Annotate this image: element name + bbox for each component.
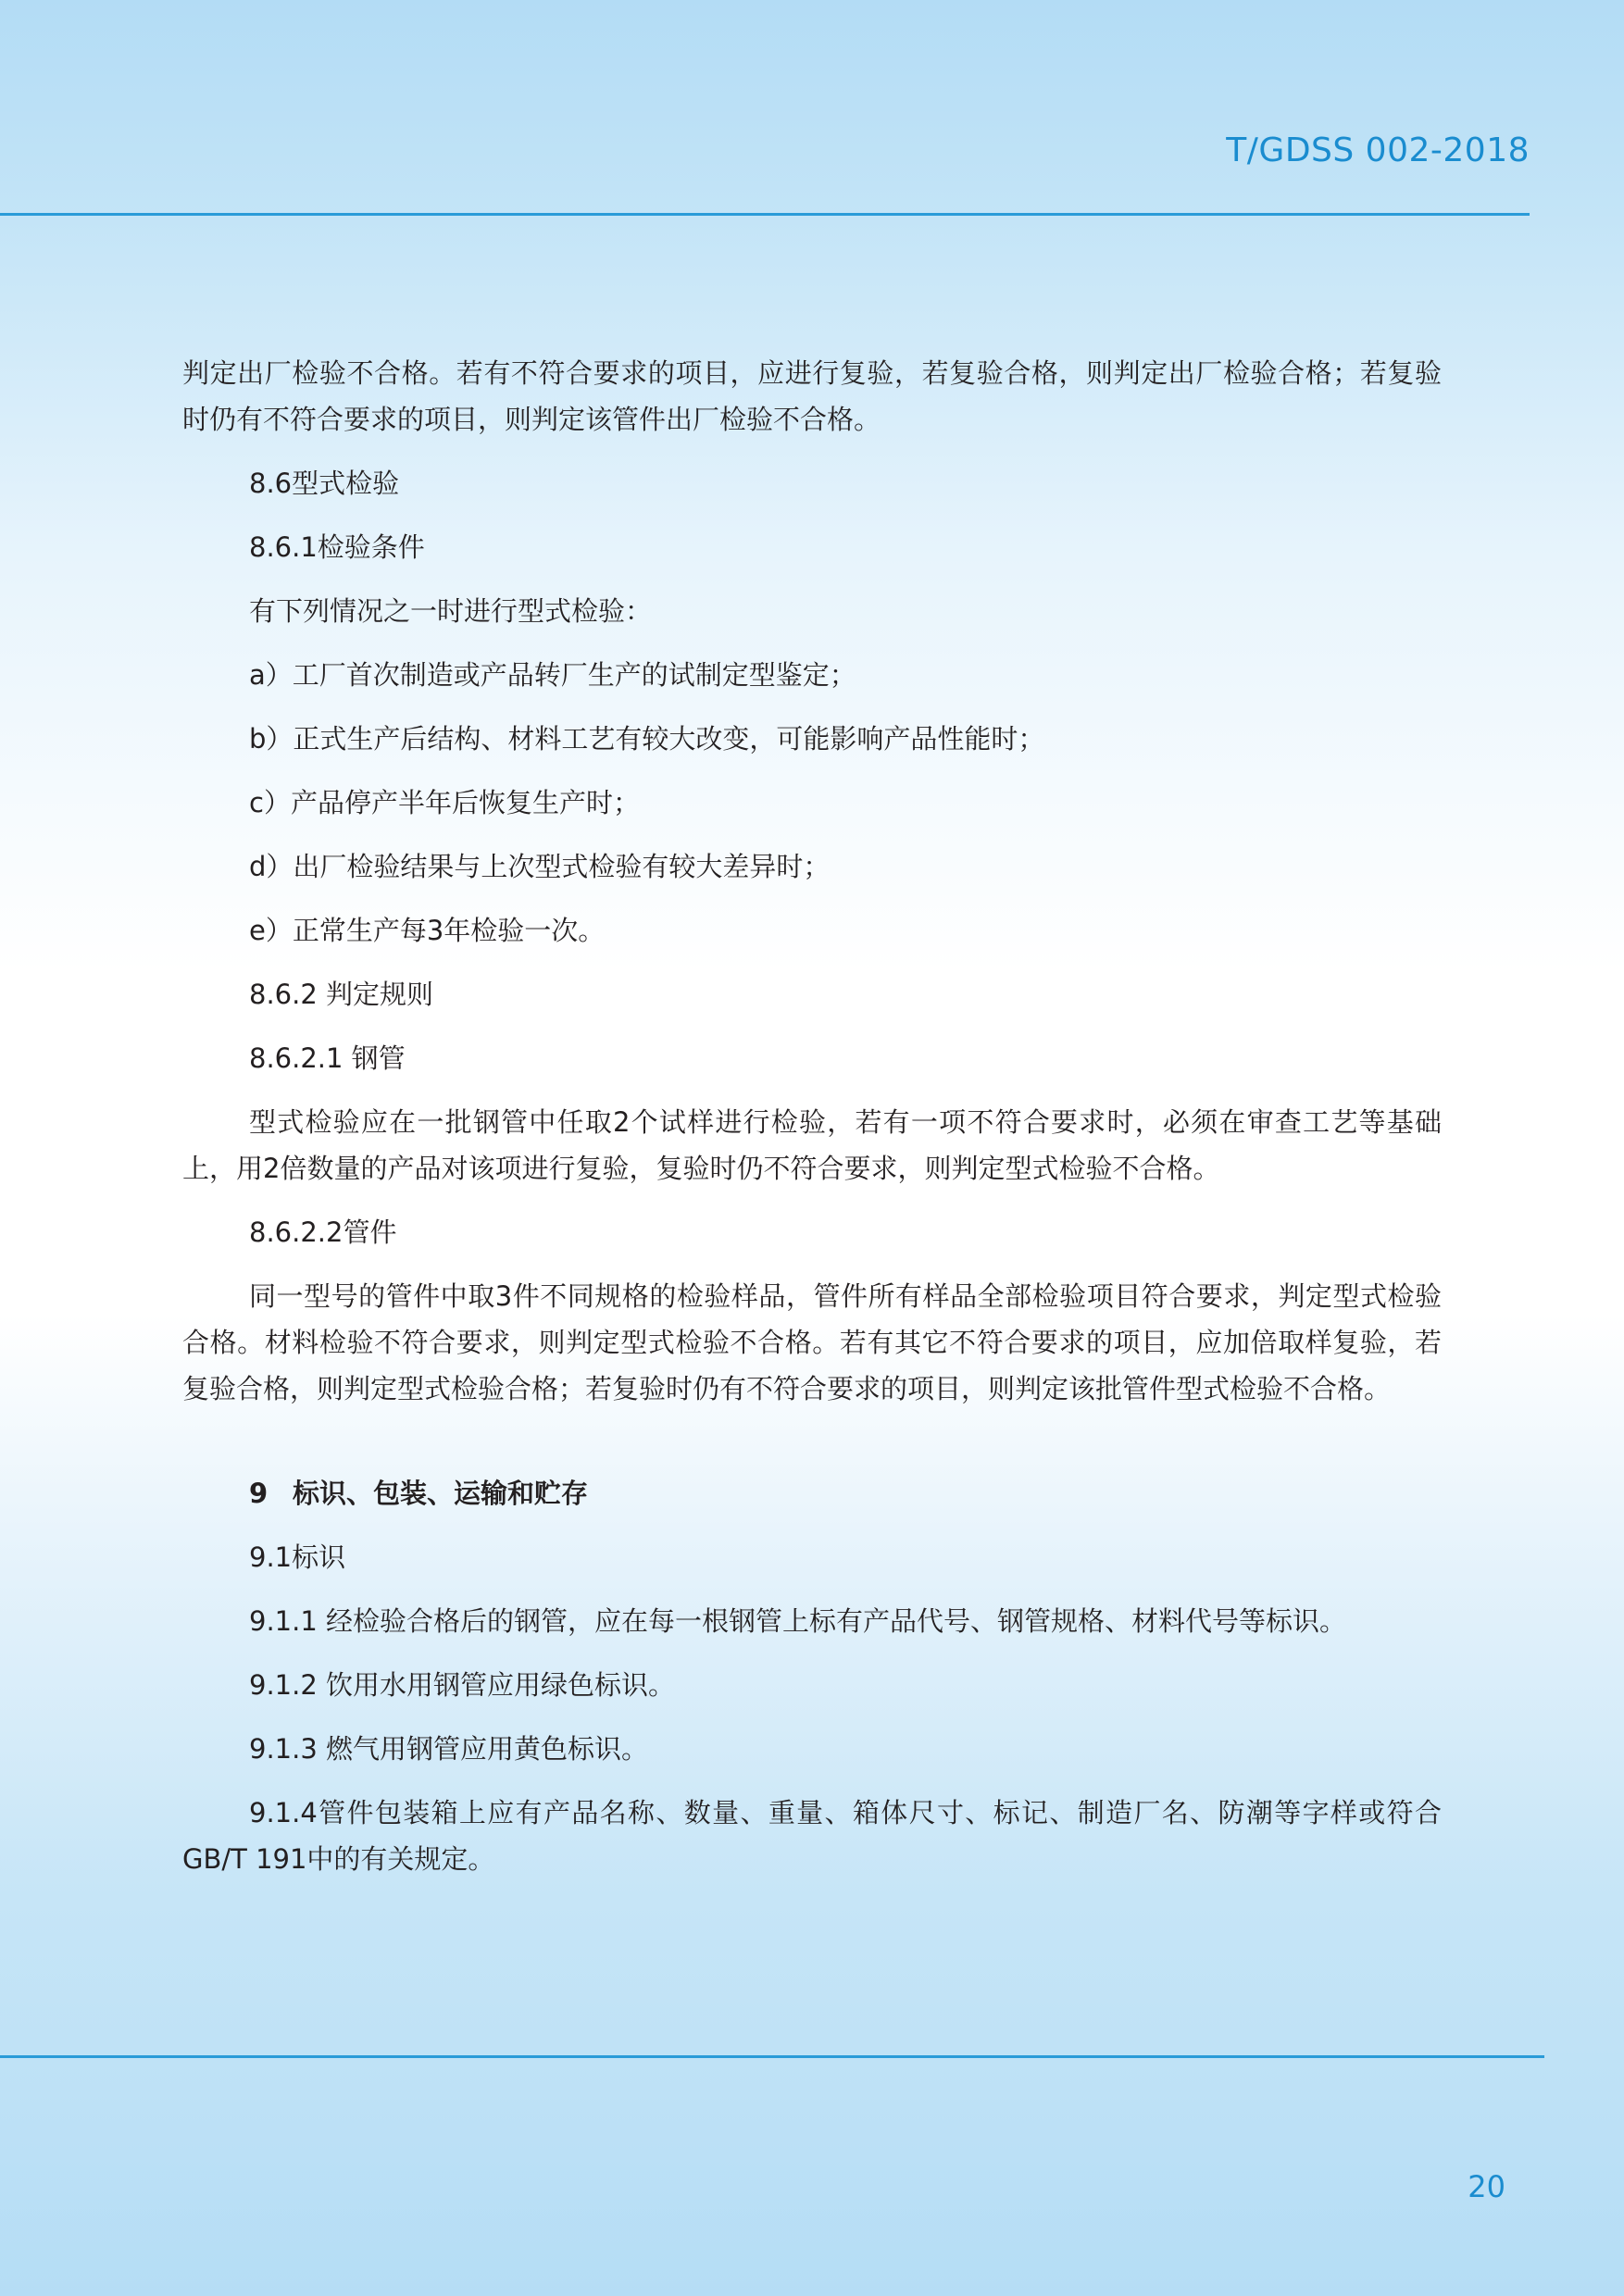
section-heading-8-6-2-2: 8.6.2.2管件 [249, 1217, 397, 1248]
steel-pipe-paragraph: 型式检验应在一批钢管中任取2个试样进行检验，若有一项不符合要求时，必须在审查工艺等基础上，用2倍数量的产品对该项进行复验，复验时仍不符合要求，则判定型式检验不合格。 [182, 1106, 1442, 1184]
list-item-d: d）出厂检验结果与上次型式检验有较大差异时； [249, 851, 831, 882]
page-content [182, 350, 1442, 1900]
clause-9-1-1: 9.1.1 经检验合格后的钢管，应在每一根钢管上标有产品代号、钢管规格、材料代号等标识。 [249, 1605, 1347, 1637]
clause-9-1-3: 9.1.3 燃气用钢管应用黄色标识。 [249, 1733, 649, 1765]
section-heading-8-6-1: 8.6.1检验条件 [249, 531, 425, 563]
header-divider [0, 213, 1530, 216]
chapter-title: 标识、包装、运输和贮存 [293, 1478, 589, 1509]
list-item-c: c）产品停产半年后恢复生产时； [249, 787, 640, 818]
document-code: T/GDSS 002-2018 [1226, 131, 1530, 169]
clause-9-1-2: 9.1.2 饮用水用钢管应用绿色标识。 [249, 1669, 676, 1701]
chapter-heading-9 [182, 1470, 1442, 1516]
section-heading-8-6-2-1: 8.6.2.1 钢管 [249, 1042, 406, 1074]
chapter-number: 9 [249, 1478, 269, 1509]
page-number: 20 [1468, 2169, 1505, 2204]
list-item-e: e）正常生产每3年检验一次。 [249, 915, 606, 946]
paragraph-continuation: 判定出厂检验不合格。若有不符合要求的项目，应进行复验，若复验合格，则判定出厂检验合格；若复验时仍有不符合要求的项目，则判定该管件出厂检验不合格。 [182, 357, 1442, 435]
inspection-conditions-intro: 有下列情况之一时进行型式检验： [249, 595, 653, 627]
list-item-b: b）正式生产后结构、材料工艺有较大改变，可能影响产品性能时； [249, 723, 1045, 755]
fittings-paragraph: 同一型号的管件中取3件不同规格的检验样品，管件所有样品全部检验项目符合要求，判定型式检验合格。材料检验不符合要求，则判定型式检验不合格。若有其它不符合要求的项目，应加倍取样复验，若复验合格，则判定型式检验合格；若复验时仍有不符合要求的项目，则判定该批管件型式检验不合格。 [182, 1280, 1442, 1404]
section-heading-9-1: 9.1标识 [249, 1541, 346, 1573]
section-heading-8-6: 8.6型式检验 [249, 468, 400, 499]
footer-divider [0, 2055, 1544, 2058]
section-heading-8-6-2: 8.6.2 判定规则 [249, 979, 434, 1010]
list-item-a: a）工厂首次制造或产品转厂生产的试制定型鉴定； [249, 659, 856, 691]
clause-9-1-4: 9.1.4管件包装箱上应有产品名称、数量、重量、箱体尺寸、标记、制造厂名、防潮等字样或符合GB/T 191中的有关规定。 [182, 1797, 1442, 1875]
